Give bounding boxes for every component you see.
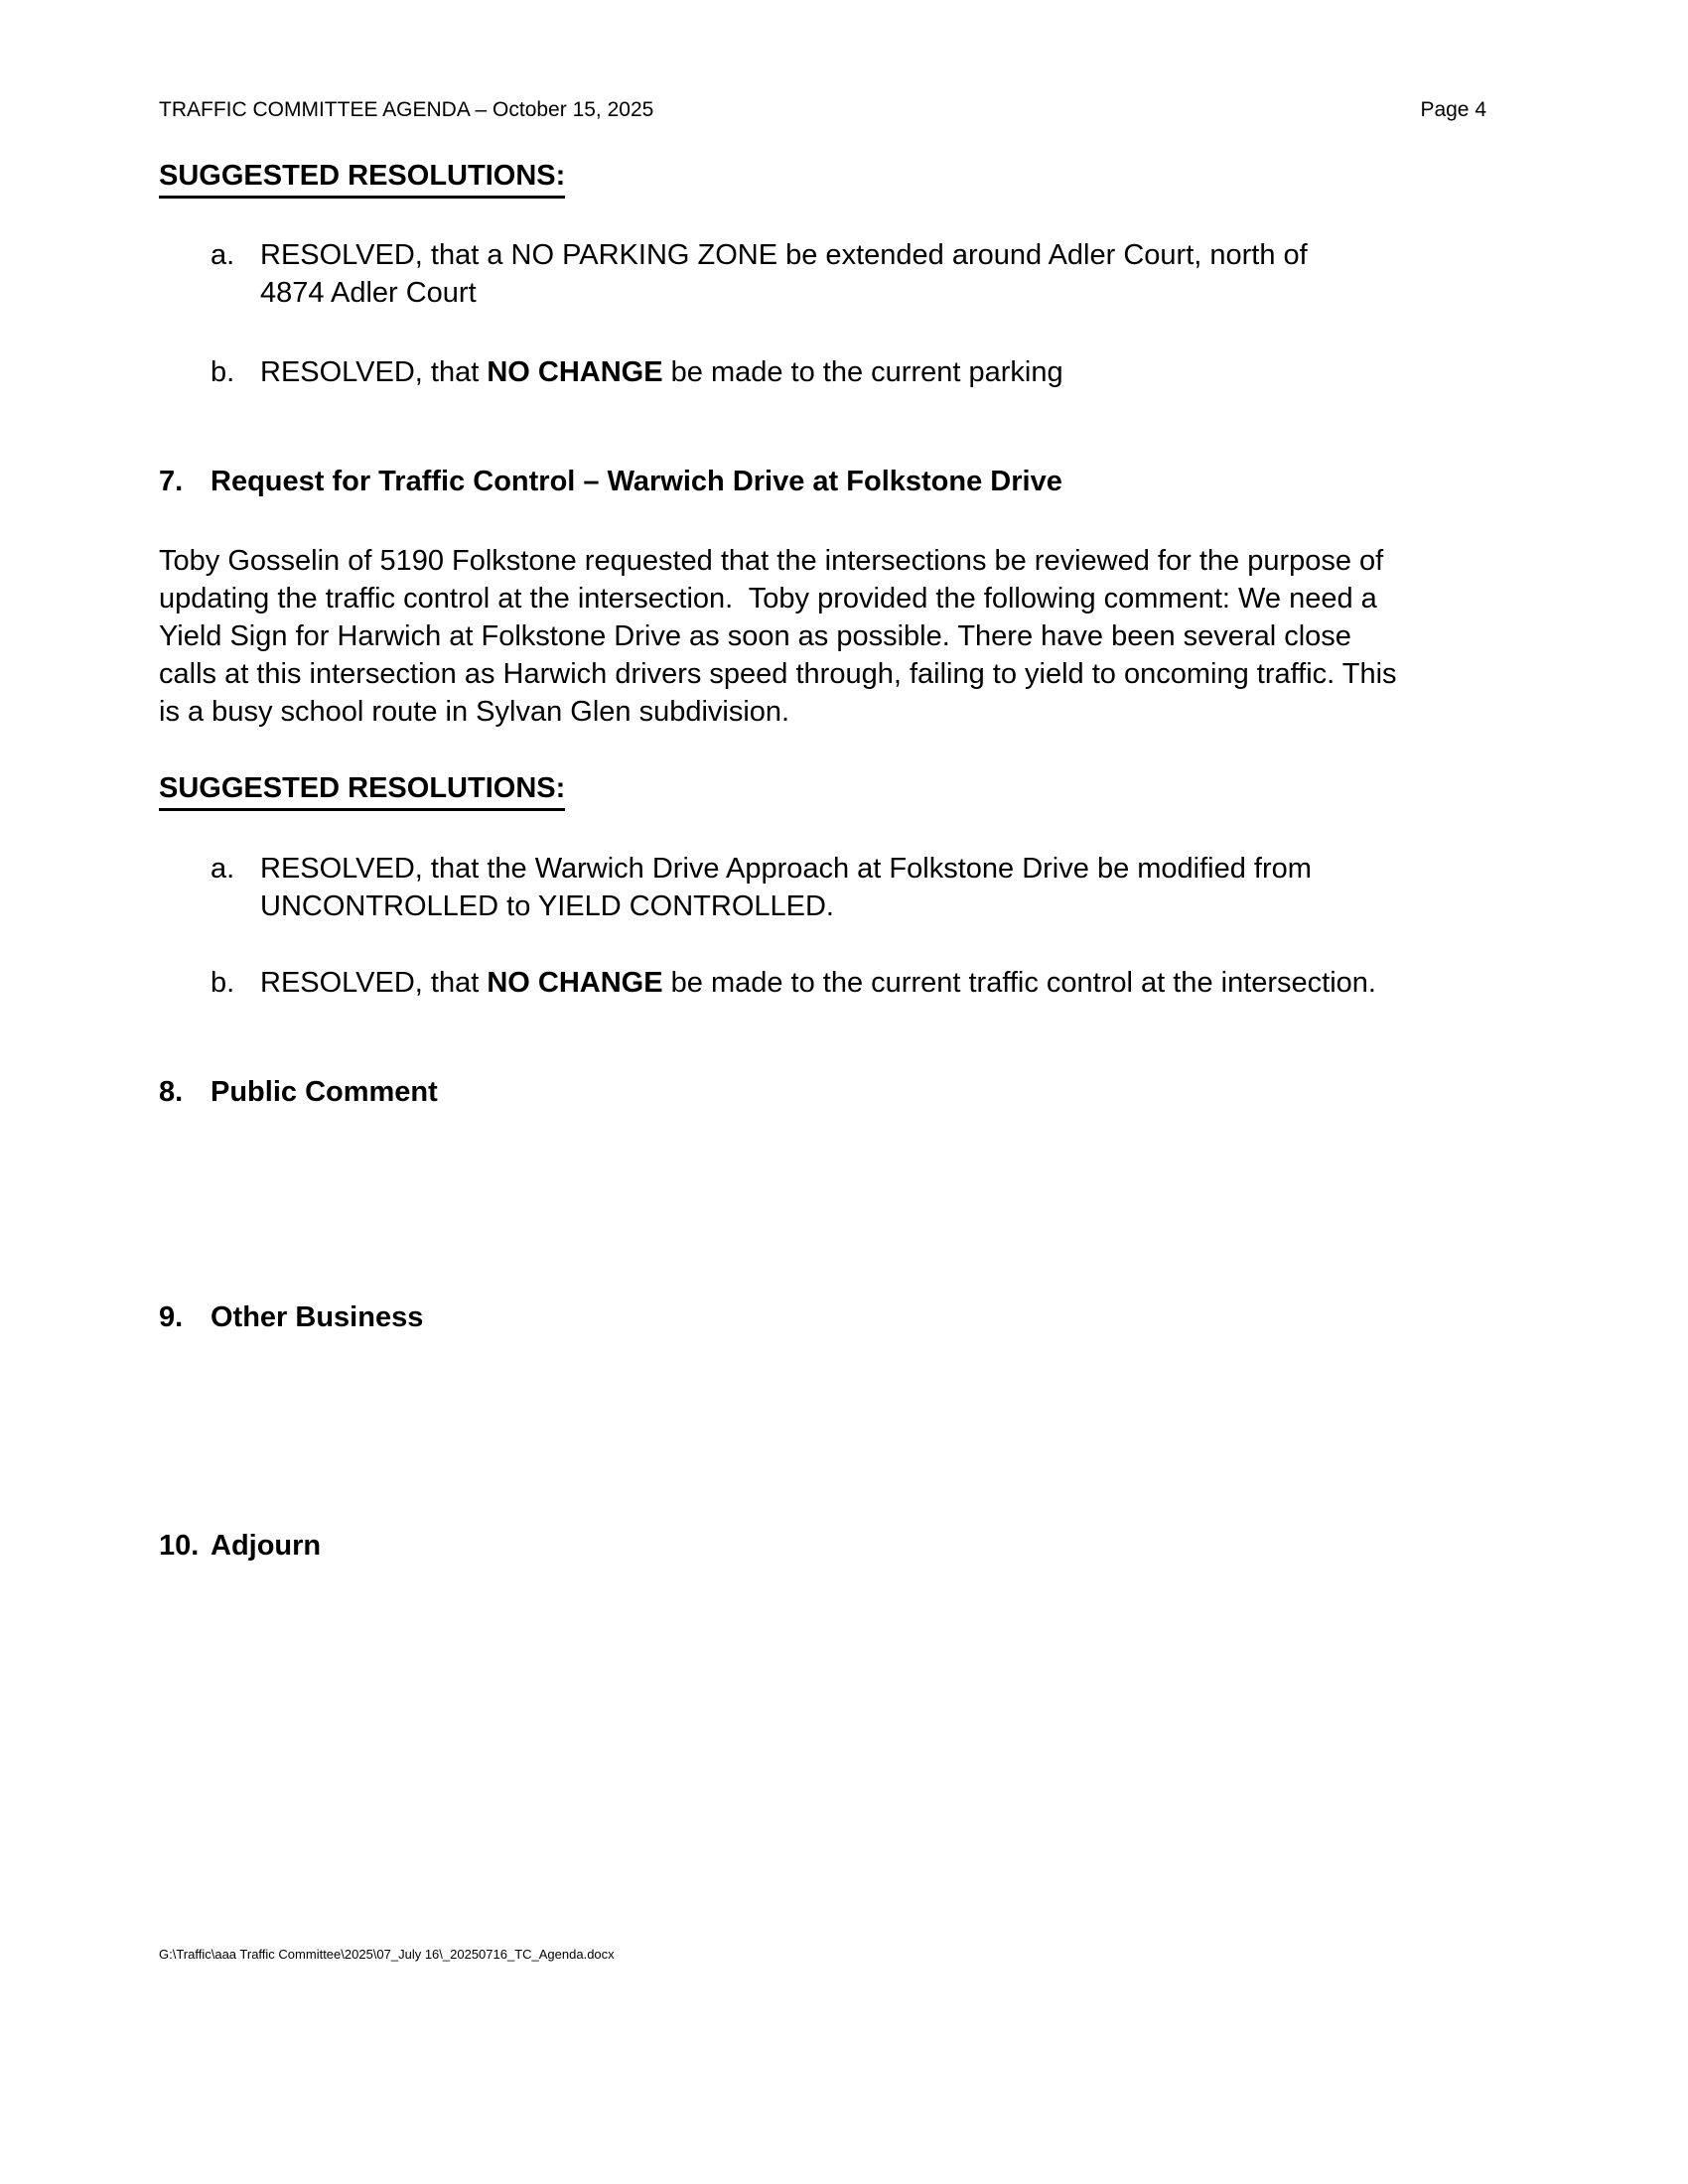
page-header	[159, 97, 1486, 123]
list-text: RESOLVED, that NO CHANGE be made to the current traffic control at the intersection.	[260, 967, 1376, 999]
list-text: RESOLVED, that NO CHANGE be made to the current parking	[260, 356, 1063, 388]
page-number: Page 4	[1420, 98, 1486, 121]
list-text: RESOLVED, that the Warwich Drive Approach at Folkstone Drive be modified from UNCONTROLLED to YIELD CONTROLLED.	[260, 853, 1312, 922]
agenda-item-number: 9.	[159, 1301, 184, 1333]
resolution-traffic-item-a	[211, 850, 1312, 925]
suggested-resolutions-heading-parking: SUGGESTED RESOLUTIONS:	[159, 157, 565, 199]
list-label: b.	[211, 356, 235, 388]
agenda-item-title: Request for Traffic Control – Warwich Drive at Folkstone Drive	[211, 466, 1062, 497]
agenda-item-title: Public Comment	[211, 1076, 438, 1108]
suggested-resolutions-heading-traffic-control: SUGGESTED RESOLUTIONS:	[159, 769, 565, 811]
agenda-item-number: 7.	[159, 466, 184, 497]
agenda-item-8-heading	[159, 1073, 438, 1111]
list-text: RESOLVED, that a NO PARKING ZONE be extended around Adler Court, north of 4874 Adler Court	[260, 239, 1308, 309]
agenda-item-title: Other Business	[211, 1301, 424, 1333]
resolution-parking-item-b	[211, 353, 1063, 391]
list-label: b.	[211, 967, 235, 999]
resolution-traffic-item-b	[211, 964, 1376, 1002]
list-label: a.	[211, 239, 235, 271]
footer-file-path: G:\Traffic\aaa Traffic Committee\2025\07_July 16\_20250716_TC_Agenda.docx	[159, 1947, 615, 1962]
agenda-item-10-heading	[159, 1527, 321, 1565]
document-title: TRAFFIC COMMITTEE AGENDA – October 15, 2025	[159, 98, 654, 121]
agenda-item-9-heading	[159, 1298, 423, 1336]
agenda-item-7-heading	[159, 463, 1062, 500]
resolution-parking-item-a	[211, 236, 1308, 312]
agenda-item-7-description: Toby Gosselin of 5190 Folkstone requested that the intersections be reviewed for the purpose of updating the traffic control at the intersection. Toby provided the following comment: We need a Yield Sign for Harwich at Folkstone Drive as soon as possible. There have been several close calls at this intersection as Harwich drivers speed through, failing to yield to oncoming traffic. This is a busy school route in Sylvan Glen subdivision.	[159, 545, 1397, 728]
list-label: a.	[211, 853, 235, 885]
agenda-item-title: Adjourn	[211, 1530, 322, 1562]
agenda-item-number: 10.	[159, 1530, 200, 1562]
agenda-item-number: 8.	[159, 1076, 184, 1108]
